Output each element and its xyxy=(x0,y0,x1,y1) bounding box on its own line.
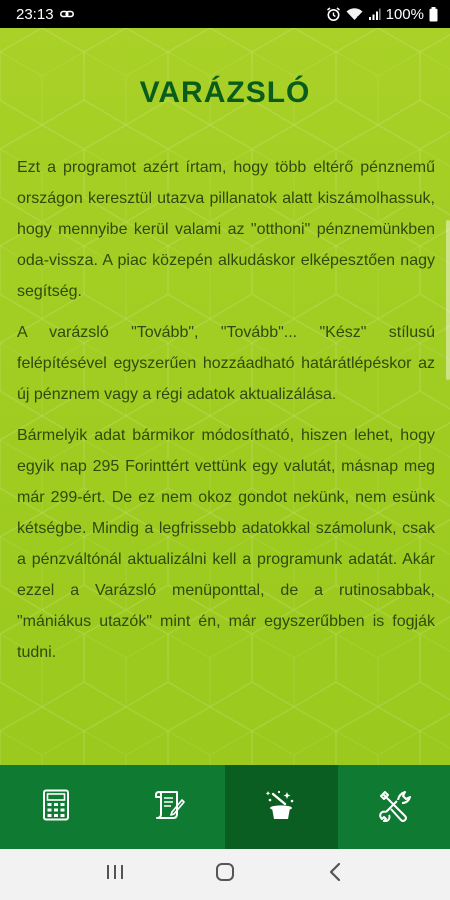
paragraph-intro: Ezt a programot azért írtam, hogy több eltérő pénznemű országon keresztül utazva pillanatok alatt kiszámolhassuk, hogy mennyibe kerül valami az "otthoni" pénznemünkben oda-vissza. A piac közepén alkudáskor elképesztően nagy segítség. xyxy=(17,159,435,300)
paragraph-update: Bármelyik adat bármikor módosítható, hiszen lehet, hogy egyik nap 295 Forinttért vettünk egy valutát, másnap meg már 299-ért. De ez nem okoz gondot nekünk, nem esünk kétségbe. Mindig a legfrissebb adatokkal számolunk, csak a pénzváltónál aktualizálni kell a programunk adatát. Akár ezzel a Varázsló menüponttal, de a rutinosabbak, "mániákus utazók" mint én, már egyszerűbben is fogják tudni. xyxy=(17,427,435,661)
tools-icon xyxy=(377,788,411,827)
battery-icon xyxy=(429,7,438,22)
bottom-navigation xyxy=(0,765,450,849)
recent-apps-icon xyxy=(106,864,124,885)
tab-calculator[interactable] xyxy=(0,765,113,849)
scroll-edit-icon xyxy=(152,788,186,827)
wifi-icon xyxy=(346,8,363,21)
tab-notes[interactable] xyxy=(113,765,226,849)
paragraph-wizard: A varázsló "Tovább", "Tovább"... "Kész" stílusú felépítésével egyszerűen hozzáadható határátlépéskor az új pénznem vagy a régi adatok aktualizálása. xyxy=(17,324,435,403)
page-title: VARÁZSLÓ xyxy=(139,76,311,109)
calculator-icon xyxy=(42,789,70,826)
signal-icon xyxy=(368,8,381,21)
home-button[interactable] xyxy=(205,855,245,895)
system-navigation-bar xyxy=(0,849,450,900)
status-right xyxy=(326,6,438,23)
battery-percent: 100% xyxy=(385,5,424,23)
back-button[interactable] xyxy=(315,855,355,895)
alarm-icon xyxy=(326,7,341,22)
recent-apps-button[interactable] xyxy=(95,855,135,895)
scroll-indicator xyxy=(446,220,450,380)
tab-settings[interactable] xyxy=(338,765,450,849)
main-content[interactable] xyxy=(0,28,450,765)
magic-hat-icon xyxy=(263,788,299,827)
back-icon xyxy=(328,862,342,887)
status-left xyxy=(16,6,74,23)
home-icon xyxy=(215,862,235,887)
link-icon xyxy=(60,9,74,19)
description-text xyxy=(17,152,435,678)
status-time: 23:13 xyxy=(16,5,54,23)
tab-wizard[interactable] xyxy=(225,765,338,849)
status-bar xyxy=(0,0,450,28)
